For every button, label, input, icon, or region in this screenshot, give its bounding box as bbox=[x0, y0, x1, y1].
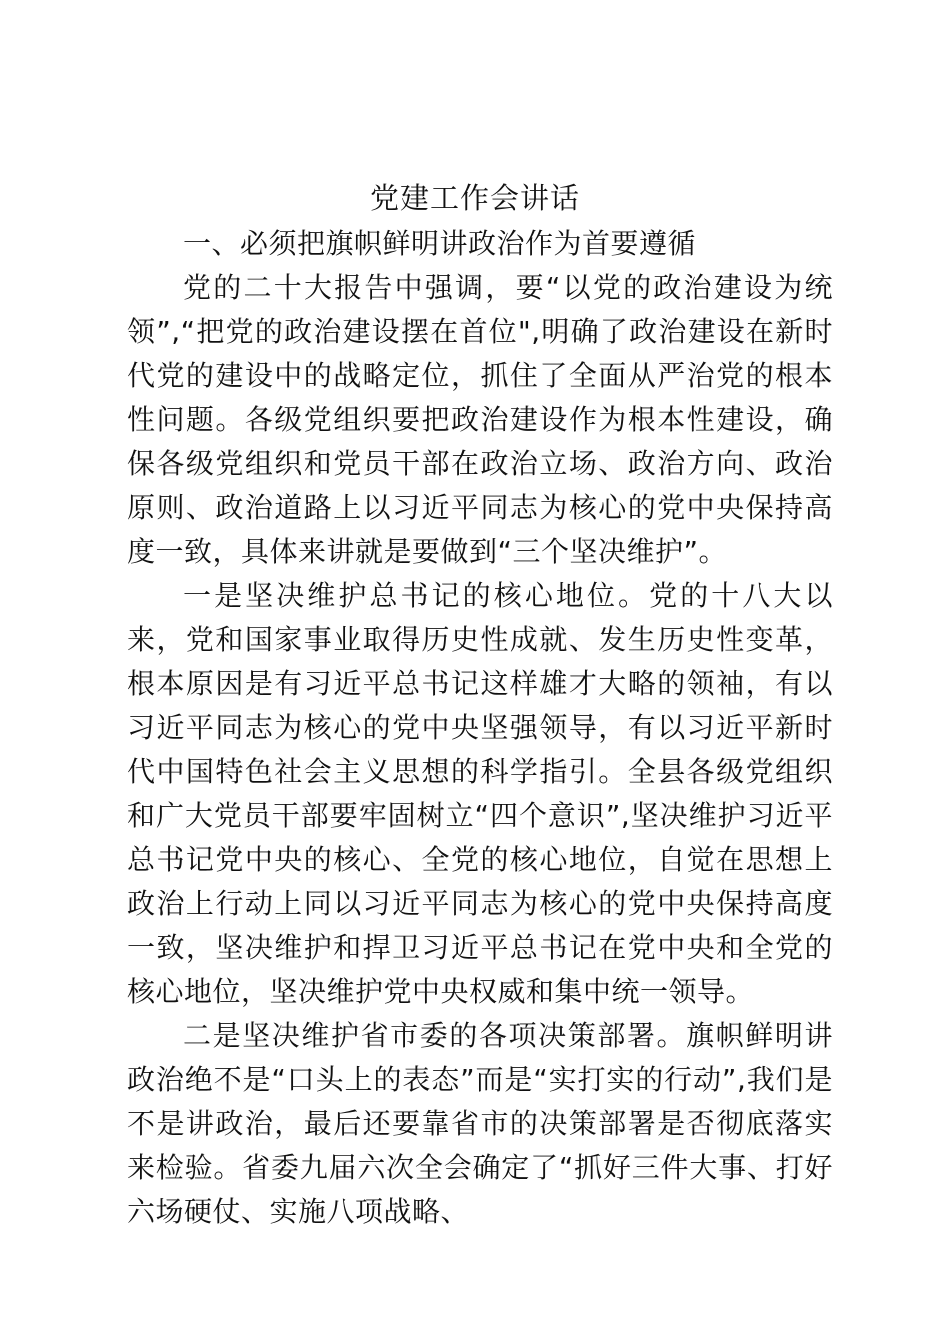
paragraph-2: 一是坚决维护总书记的核心地位。党的十八大以来，党和国家事业取得历史性成就、发生历史性变革，根本原因是有习近平总书记这样雄才大略的领袖，有以习近平同志为核心的党中央坚强领导，有以习近平新时代中国特色社会主义思想的科学指引。全县各级党组织和广大党员干部要牢固树立“四个意识”,坚决维护习近平总书记党中央的核心、全党的核心地位，自觉在思想上政治上行动上同以习近平同志为核心的党中央保持高度一致，坚决维护和捍卫习近平总书记在党中央和全党的核心地位，坚决维护党中央权威和集中统一领导。 bbox=[127, 579, 833, 1008]
paragraph-1: 党的二十大报告中强调，要“以党的政治建设为统领”,“把党的政治建设摆在首位",明确了政治建设在新时代党的建设中的战略定位，抓住了全面从严治党的根本性问题。各级党组织要把政治建设作为根本性建设，确保各级党组织和党员干部在政治立场、政治方向、政治原则、政治道路上以习近平同志为核心的党中央保持高度一致，具体来讲就是要做到“三个坚决维护”。 bbox=[127, 271, 833, 568]
section-heading: 一、必须把旗帜鲜明讲政治作为首要遵循 bbox=[183, 227, 697, 260]
document-body bbox=[127, 222, 833, 1234]
document-title: 党建工作会讲话 bbox=[369, 181, 580, 215]
paragraph-3: 二是坚决维护省市委的各项决策部署。旗帜鲜明讲政治绝不是“口头上的表态”而是“实打实的行动”,我们是不是讲政治，最后还要靠省市的决策部署是否彻底落实来检验。省委九届六次全会确定了“抓好三件大事、打好六场硬仗、实施八项战略、 bbox=[127, 1019, 833, 1228]
